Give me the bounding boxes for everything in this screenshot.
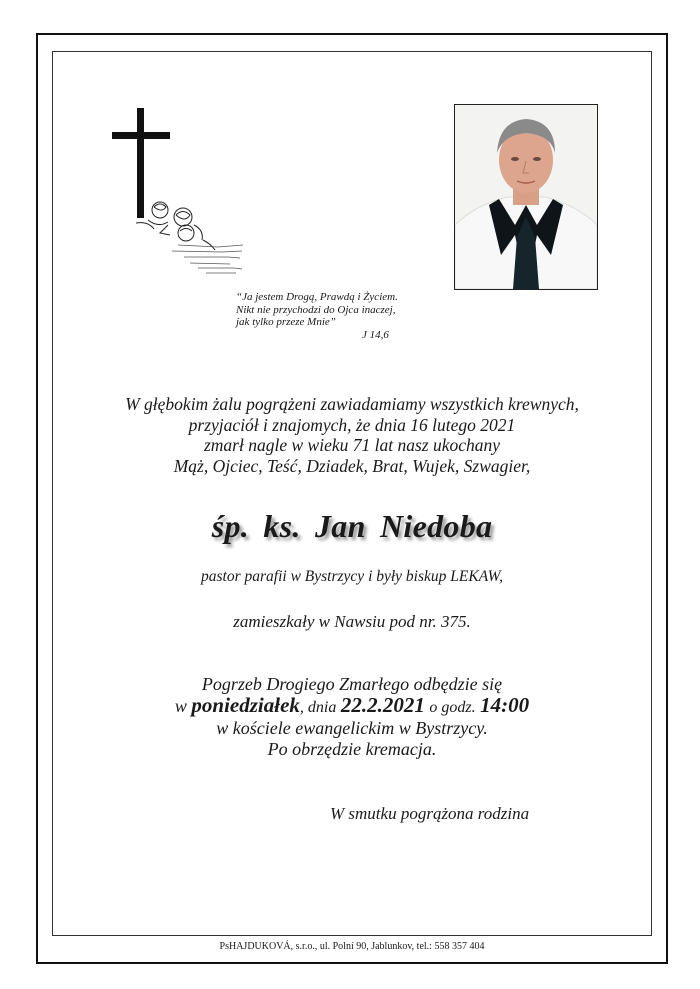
cross-with-roses-icon	[108, 105, 248, 280]
funeral-time-label: o godz.	[429, 699, 476, 716]
funeral-day: poniedziałek	[191, 693, 300, 717]
bible-verse	[236, 291, 476, 341]
funeral-date-line	[52, 695, 652, 718]
funeral-info	[52, 674, 652, 760]
funeral-prefix: w	[174, 696, 187, 716]
verse-line: Nikt nie przychodzi do Ojca inaczej,	[236, 303, 396, 316]
announcement-line: przyjaciół i znajomych, że dnia 16 lutego 2021	[188, 414, 516, 435]
family-signature: W smutku pogrążona rodzina	[330, 804, 530, 823]
deceased-address: zamieszkały w Nawsiu pod nr. 375.	[233, 612, 471, 631]
funeral-date: 22.2.2021	[340, 693, 425, 717]
verse-reference: J 14,6	[362, 328, 389, 341]
funeral-line: Po obrzędzie kremacja.	[267, 739, 437, 759]
funeral-date-label: , dnia	[299, 699, 337, 716]
funeral-time: 14:00	[480, 693, 530, 717]
portrait-image	[455, 105, 597, 289]
deceased-role: pastor parafii w Bystrzycy i były biskup LEKAW,	[201, 568, 503, 585]
announcement-line: zmarł nagle w wieku 71 lat nasz ukochany	[203, 435, 500, 455]
deceased-name: śp. ks. Jan Niedoba	[211, 508, 493, 544]
announcement-text	[52, 394, 652, 476]
funeral-line: Pogrzeb Drogiego Zmarłego odbędzie się	[201, 674, 503, 694]
funeral-line: w kościele ewangelickim w Bystrzycy.	[216, 718, 488, 738]
portrait-photo	[454, 104, 598, 290]
verse-line: jak tylko przeze Mnie”	[236, 316, 336, 328]
announcement-line: W głębokim żalu pogrążeni zawiadamiamy wszystkich krewnych,	[125, 394, 579, 414]
verse-line: “Ja jestem Drogą, Prawdą i Życiem.	[236, 291, 398, 303]
announcement-line: Mąż, Ojciec, Teść, Dziadek, Brat, Wujek, Szwagier,	[173, 455, 531, 476]
printer-footer: PsHAJDUKOVÁ, s.r.o., ul. Polní 90, Jablunkov, tel.: 558 357 404	[219, 941, 485, 952]
